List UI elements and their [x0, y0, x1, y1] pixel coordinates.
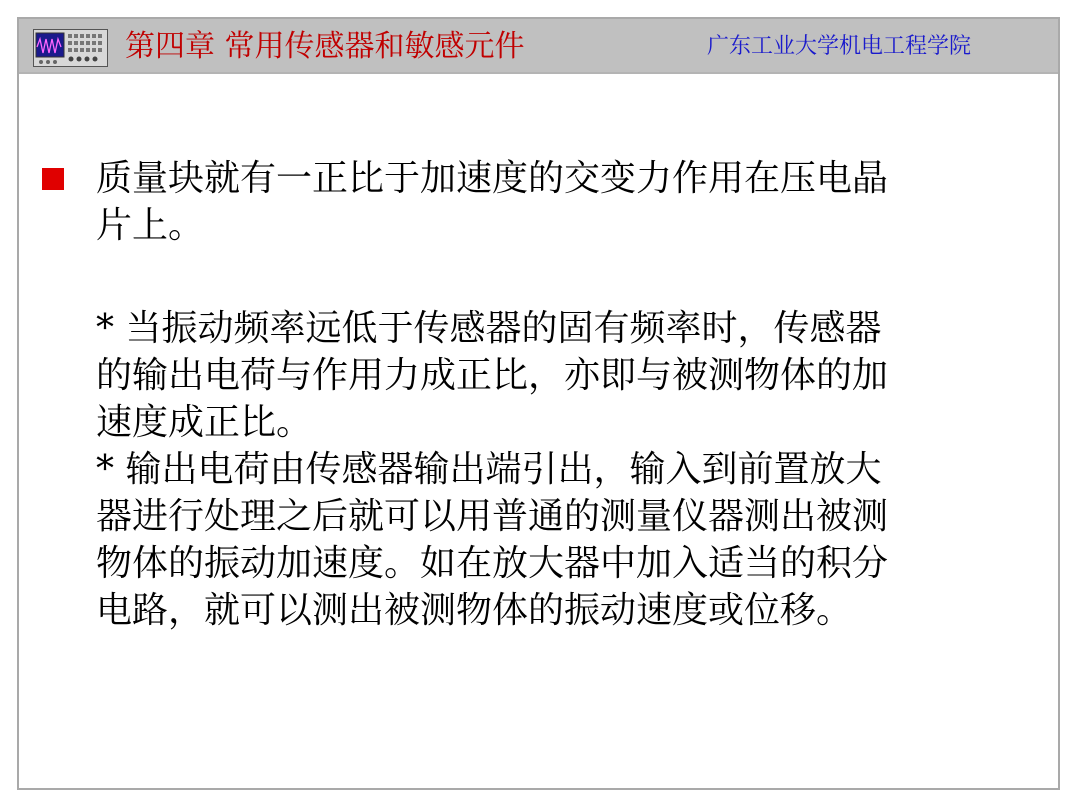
note-line: * 当振动频率远低于传感器的固有频率时，传感器	[96, 308, 882, 349]
note-line: 器进行处理之后就可以用普通的测量仪器测出被测	[96, 496, 889, 537]
bullet-paragraph	[96, 155, 1026, 249]
note-paragraph-1	[96, 305, 1026, 446]
oscilloscope-instrument-icon	[33, 29, 108, 67]
chapter-title: 第四章 常用传感器和敏感元件	[125, 29, 525, 64]
bullet-line: 片上。	[96, 205, 205, 246]
note-line: 物体的振动加速度。如在放大器中加入适当的积分	[96, 543, 889, 584]
bullet-line: 质量块就有一正比于加速度的交变力作用在压电晶	[96, 158, 889, 199]
bullet-square-icon	[42, 168, 64, 190]
organization-name: 广东工业大学机电工程学院	[707, 34, 972, 59]
header-bar	[19, 19, 1058, 74]
note-line: 电路，就可以测出被测物体的振动速度或位移。	[96, 590, 853, 631]
note-paragraph-2	[96, 446, 1026, 634]
note-line: 的输出电荷与作用力成正比，亦即与被测物体的加	[96, 355, 889, 396]
note-line: 速度成正比。	[96, 402, 313, 443]
note-line: * 输出电荷由传感器输出端引出，输入到前置放大	[96, 449, 882, 490]
